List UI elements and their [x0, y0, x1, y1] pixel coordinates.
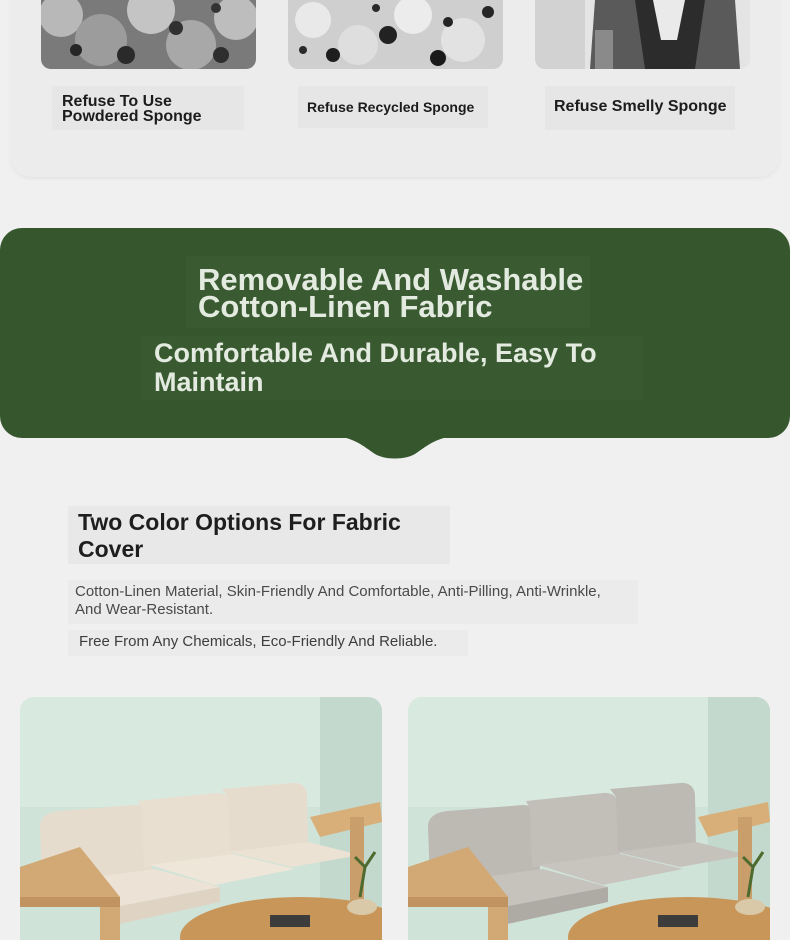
banner-title-line: Cotton-Linen Fabric [198, 289, 493, 324]
recycled-sponge-label: Refuse Recycled Sponge [298, 86, 488, 128]
gray-sofa-photo [408, 697, 770, 940]
color-options-title [68, 506, 450, 564]
label-line: Refuse To Use [62, 93, 172, 110]
banner-title-line: Removable And Washable [198, 262, 584, 297]
powdered-sponge-label [52, 86, 244, 130]
powdered-sponge-photo [41, 0, 256, 69]
banner-subtitle-line: Comfortable And Durable, Easy To [154, 338, 597, 368]
banner-subtitle [142, 336, 642, 400]
eco-description: Free From Any Chemicals, Eco-Friendly And Reliable. [68, 630, 468, 656]
description-line: And Wear-Resistant. [75, 601, 214, 618]
recycled-sponge-photo [288, 0, 503, 69]
smelly-sponge-photo [535, 0, 750, 69]
beige-sofa-photo [20, 697, 382, 940]
banner-notch [335, 436, 455, 460]
banner-subtitle-line: Maintain [154, 367, 264, 397]
description-line: Cotton-Linen Material, Skin-Friendly And Comfortable, Anti-Pilling, Anti-Wrinkle, [75, 583, 601, 600]
title-line: Cover [78, 536, 144, 562]
title-line: Two Color Options For Fabric [78, 509, 401, 535]
label-line: Powdered Sponge [62, 108, 202, 125]
smelly-sponge-label: Refuse Smelly Sponge [545, 86, 735, 130]
banner-title [186, 256, 590, 328]
material-description [68, 580, 638, 624]
